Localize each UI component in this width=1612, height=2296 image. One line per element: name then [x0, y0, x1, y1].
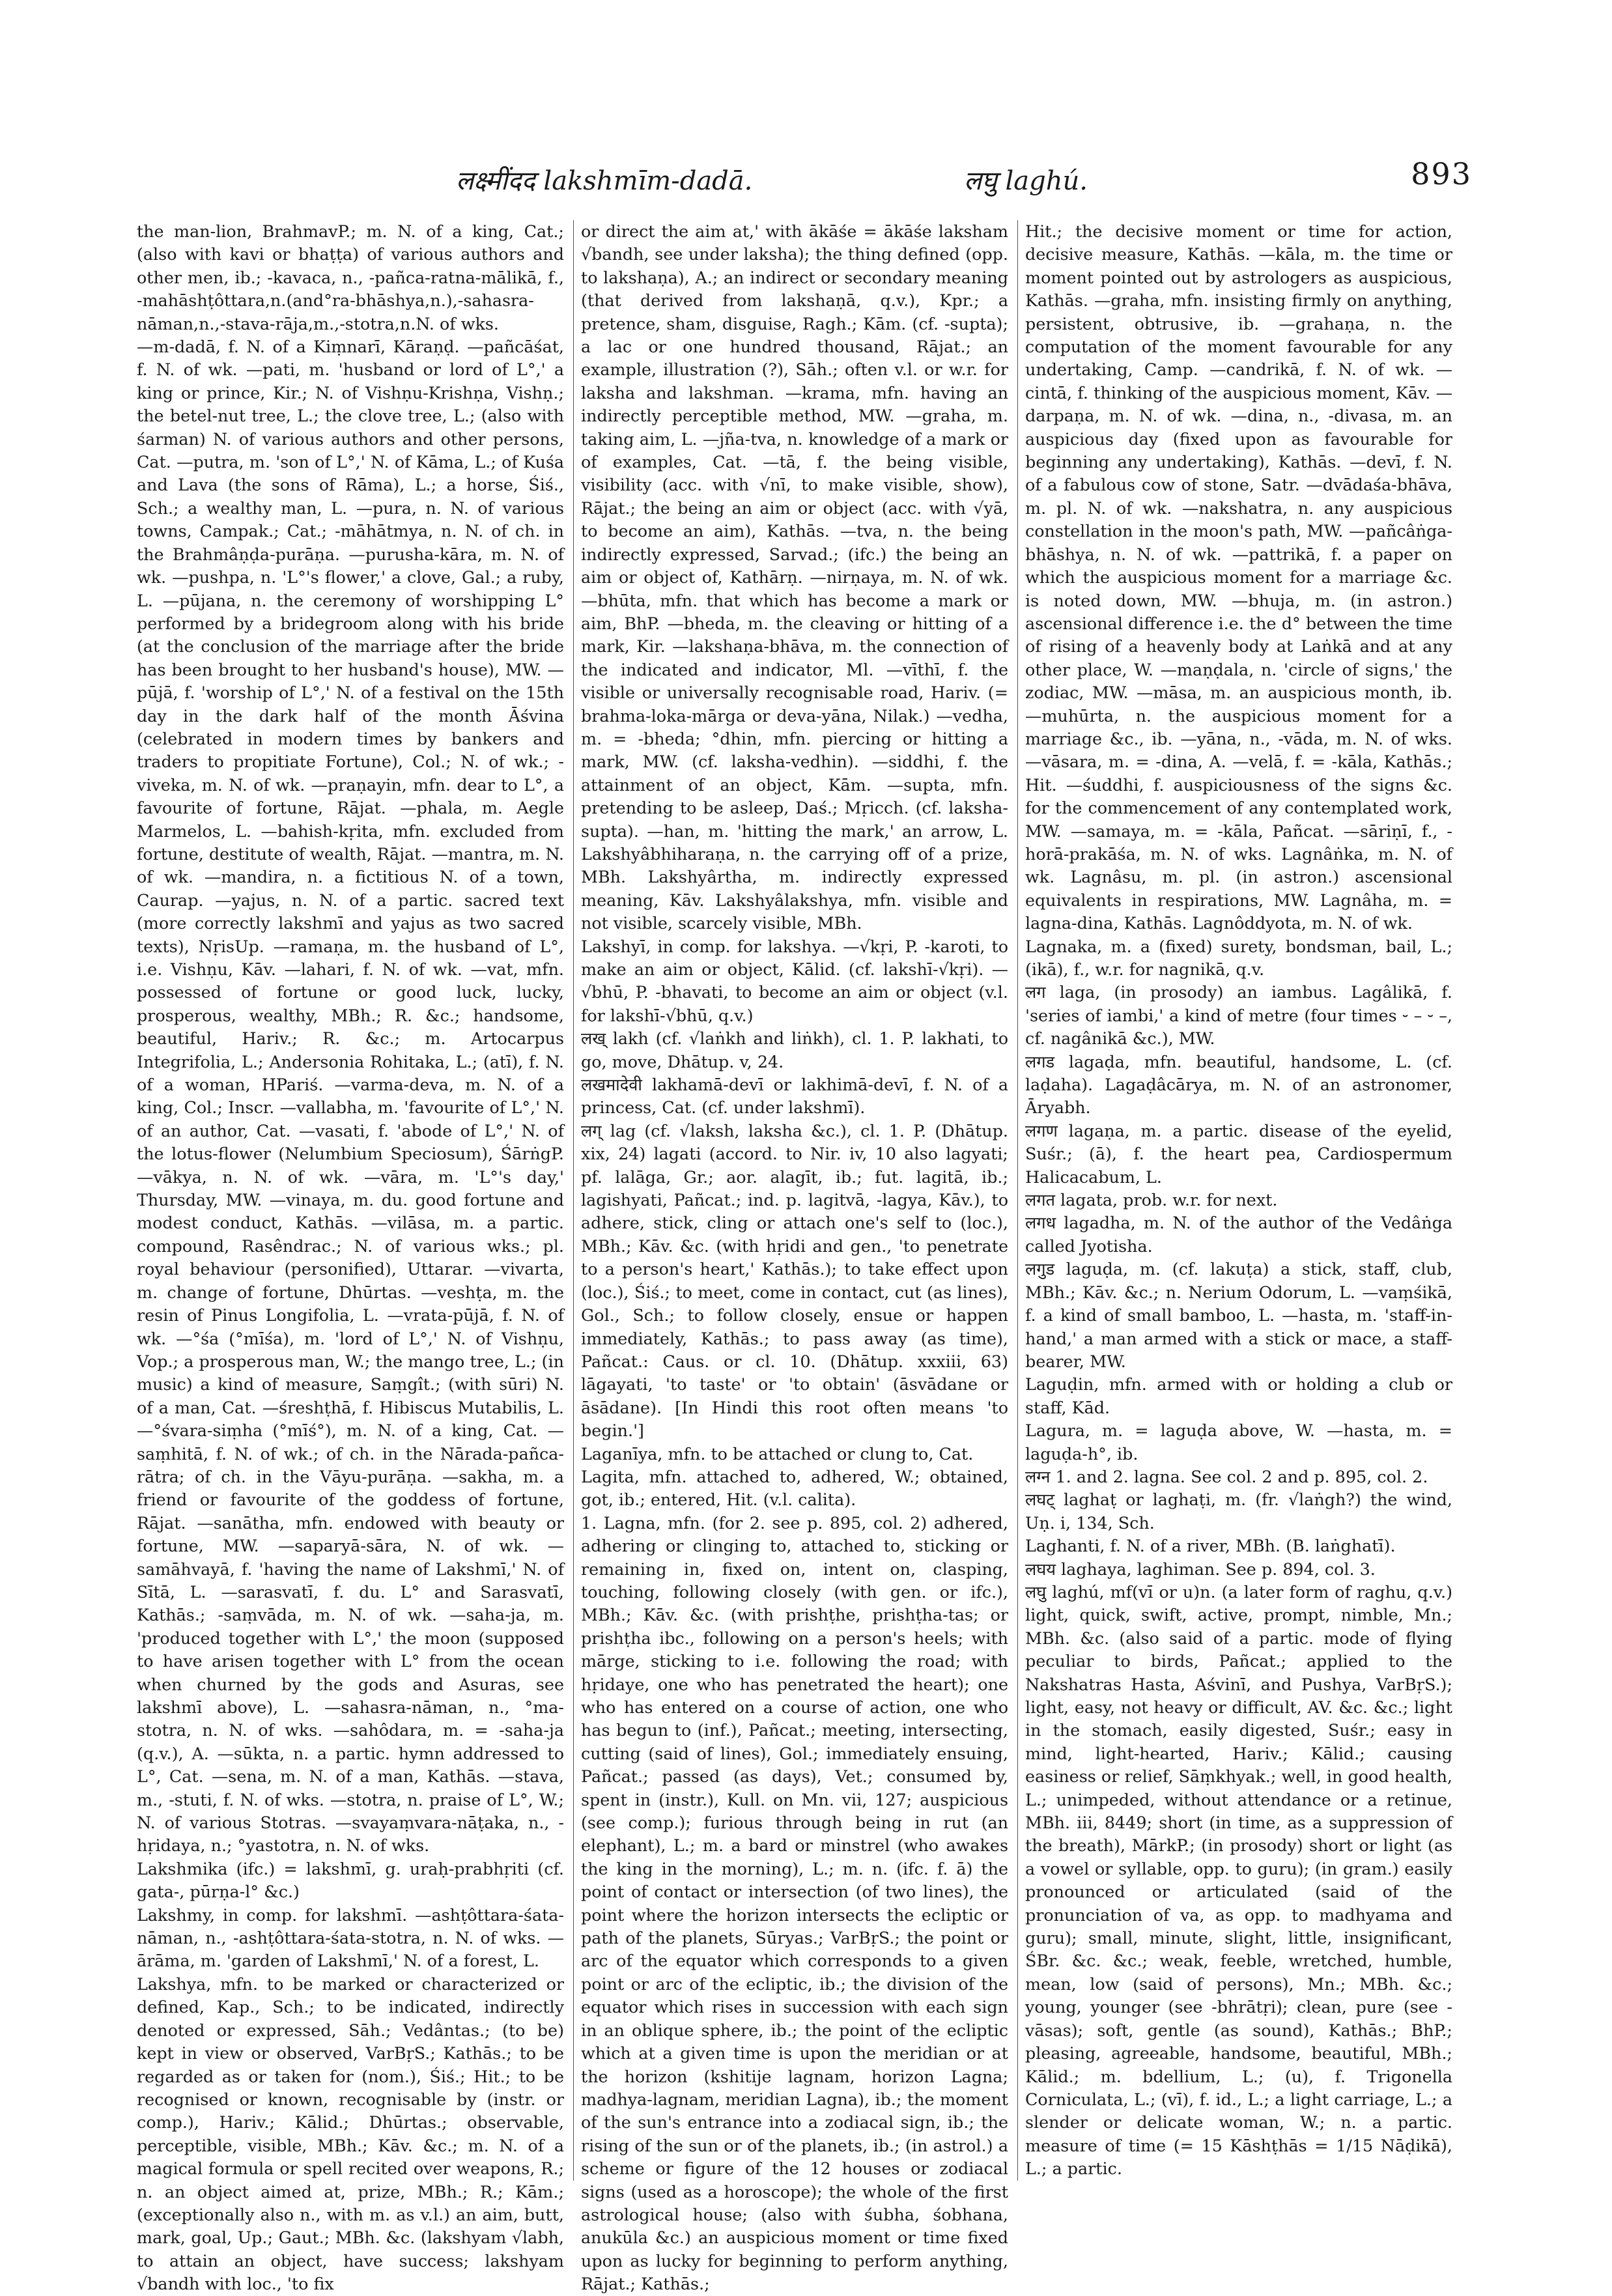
column-rule: [1017, 220, 1018, 2181]
dictionary-entry: लगत lagata, prob. w.r. for next.: [1025, 1190, 1278, 1210]
dictionary-entry: Lakshya, mfn. to be marked or characterized or defined, Kap., Sch.; to be indicated, indirectly denoted or expressed, Sāh.; Vedântas.; (to be) kept in view or observed, VarBṛS.; Kathās.; to be regarded as or taken for (nom.), Śiś.; Hit.; to be recognised or known, recognisable by (instr. or comp.), Hariv.; Kālid.; Dhūrtas.; observable, perceptible, visible, MBh.; Kāv. &c.; m. N. of a magical formula or spell recited over weapons, R.; n. an object aimed at, prize, MBh.; R.; Kām.; (exceptionally also n., with m. as v.l.) an aim, butt, mark, goal, Up.; Gaut.; MBh. &c. (lakshyam √labh, to attain an object, have success; lakshyam √bandh with loc., 'to fix: [137, 1974, 564, 2294]
dictionary-entry: लख् lakh (cf. √laṅkh and liṅkh), cl. 1. P. lakhati, to go, move, Dhātup. v, 24.: [581, 1028, 1008, 1071]
dictionary-entry: लगड lagaḍa, mfn. beautiful, handsome, L. (cf. laḍaha). Lagaḍâcārya, m. N. of an astronomer, Āryabh.: [1025, 1051, 1452, 1118]
dictionary-entry: Lagnaka, m. a (fixed) surety, bondsman, bail, L.; (ikā), f., w.r. for nagnikā, q.v.: [1025, 936, 1452, 979]
dictionary-entry: Hit.; the decisive moment or time for action, decisive measure, Kathās. —kāla, m. the time or moment pointed out by astrologers as auspicious, Kathās. —graha, mfn. insisting firmly on anything, persistent, obtrusive, ib. —grahaṇa, n. the computation of the moment favourable for any undertaking, Camp. —candrikā, f. N. of wk. —cintā, f. thinking of the auspicious moment, Kāv. —darpaṇa, m. N. of wk. —dina, n., -divasa, m. an auspicious day (fixed upon as favourable for beginning any undertaking), Kathās. —devī, f. N. of a fabulous cow of stone, Satr. —dvādaśa-bhāva, m. pl. N. of wk. —nakshatra, n. any auspicious constellation in the moon's path, MW. —pañcâṅga-bhāshya, n. N. of wk. —pattrikā, f. a paper on which the auspicious moment for a marriage &c. is noted down, MW. —bhuja, m. (in astron.) ascensional difference i.e. the d° between the time of rising of a heavenly body at Laṅkā and at any other place, W. —maṇḍala, n. 'circle of signs,' the zodiac, MW. —māsa, m. an auspicious month, ib. —muhūrta, n. the auspicious moment for a marriage &c., ib. —yāna, n., -vāda, m. N. of wks. —vāsara, m. = -dina, A. —velā, f. = -kāla, Kathās.; Hit. —śuddhi, f. auspiciousness of the signs &c. for the commencement of any contemplated work, MW. —samaya, m. = -kāla, Pañcat. —sāriṇī, f., -horā-prakāśa, m. N. of wks. Lagnâṅka, m. N. of wk. Lagnâsu, m. pl. (in astron.) ascensional equivalents in respirations, MW. Lagnâha, m. = lagna-dina, Kathās. Lagnôddyota, m. N. of wk.: [1025, 221, 1452, 933]
dictionary-entry: Lakshyī, in comp. for lakshya. —√kṛi, P. -karoti, to make an aim or object, Kālid. (cf. lakshī-√kṛi). —√bhū, P. -bhavati, to become an aim or object (v.l. for lakshī-√bhū, q.v.): [581, 936, 1008, 1025]
dictionary-entry: 1. Lagna, mfn. (for 2. see p. 895, col. 2) adhered, adhering or clinging to, attached to, sticking or remaining in, fixed on, intent on, clasping, touching, following closely (with gen. or ifc.), MBh.; Kāv. &c. (with prishṭhe, prishṭha-tas; or prishṭha ibc., following on a person's heels; with mārge, sticking to i.e. following the road; with hṛidaye, one who has penetrated the heart); one who has entered on a course of action, one who has begun to (inf.), Pañcat.; meeting, intersecting, cutting (said of lines), Gol.; immediately ensuing, Pañcat.; passed (as days), Vet.; consumed by, spent in (instr.), Kull. on Mn. vii, 127; auspicious (see comp.); furious through being in rut (an elephant), L.; m. a bard or minstrel (who awakes the king in the morning), L.; m. n. (ifc. f. ā) the point of contact or intersection (of two lines), the point where the horizon intersects the ecliptic or path of the planets, Sūryas.; VarBṛS.; the point or arc of the equator which corresponds to a given point or arc of the ecliptic, ib.; the division of the equator which rises in succession with each sign in an oblique sphere, ib.; the point of the ecliptic which at a given time is upon the meridian or at the horizon (kshitije lagnam, horizon Lagna; madhya-lagnam, meridian Lagna), ib.; the moment of the sun's entrance into a zodiacal sign, ib.; the rising of the sun or of the planets, ib.; (in astrol.) a scheme or figure of the 12 houses or zodiacal signs (used as a horoscope); the whole of the first astrological house; (also with śubha, śobhana, anukūla &c.) an auspicious moment or time fixed upon as lucky for beginning to perform anything, Rājat.; Kathās.;: [581, 1512, 1008, 2294]
dictionary-entry: लघु laghú, mf(vī or u)n. (a later form of raghu, q.v.) light, quick, swift, active, prompt, nimble, Mn.; MBh. &c. (also said of a partic. mode of flying peculiar to birds, Pañcat.; applied to the Nakshatras Hasta, Aśvinī, and Pushya, VarBṛS.); light, easy, not heavy or difficult, AV. &c. &c.; light in the stomach, easily digested, Suśr.; easy in mind, light-hearted, Hariv.; Kālid.; causing easiness or relief, Sāṃkhyak.; well, in good health, L.; unimpeded, without attendance or a retinue, MBh. iii, 8449; short (in time, as a suppression of the breath), MārkP.; (in prosody) short or light (as a vowel or syllable, opp. to guru); (in gram.) easily pronounced or articulated (said of the pronunciation of va, as opp. to madhyama and guru); small, minute, slight, little, insignificant, ŚBr. &c. &c.; weak, feeble, wretched, humble, mean, low (said of persons), Mn.; MBh. &c.; young, younger (see -bhrātṛi); clean, pure (see -vāsas); soft, gentle (as sound), Kathās.; BhP.; pleasing, agreeable, handsome, beautiful, MBh.; Kālid.; m. bdellium, L.; (u), f. Trigonella Corniculata, L.; (vī), f. id., L.; a light carriage, L.; a slender or delicate woman, W.; n. a partic. measure of time (= 15 Kāshṭhās = 1/15 Nāḍikā), L.; a partic.: [1025, 1581, 1452, 2179]
dictionary-entry: or direct the aim at,' with ākāśe = ākāśe laksham √bandh, see under laksha); the thing defined (opp. to lakshaṇa), A.; an indirect or secondary meaning (that derived from lakshaṇā, q.v.), Kpr.; a pretence, sham, disguise, Ragh.; Kām. (cf. -supta); a lac or one hundred thousand, Rājat.; an example, illustration (?), Sāh.; often v.l. or w.r. for laksha and lakshman. —krama, mfn. having an indirectly perceptible method, MW. —graha, m. taking aim, L. —jña-tva, n. knowledge of a mark or of examples, Cat. —tā, f. the being visible, visibility (acc. with √nī, to make visible, show), Rājat.; the being an aim or object (acc. with √yā, to become an aim), Kathās. —tva, n. the being indirectly expressed, Sarvad.; (ifc.) the being an aim or object of, Kathārṇ. —nirṇaya, m. N. of wk. —bhūta, mfn. that which has become a mark or aim, BhP. —bheda, m. the cleaving or hitting of a mark, Kir. —lakshaṇa-bhāva, m. the connection of the indicated and indicator, Ml. —vīthī, f. the visible or universally recognisable road, Hariv. (= brahma-loka-mārga or deva-yāna, Nilak.) —vedha, m. = -bheda; °dhin, mfn. piercing or hitting a mark, MW. (cf. laksha-vedhin). —siddhi, f. the attainment of an object, Kām. —supta, mfn. pretending to be asleep, Daś.; Mṛicch. (cf. laksha-supta). —han, m. 'hitting the mark,' an arrow, L. Lakshyâbhiharaṇa, n. the carrying off of a prize, MBh. Lakshyârtha, m. indirectly expressed meaning, Kāv. Lakshyâlakshya, mfn. visible and not visible, scarcely visible, MBh.: [581, 221, 1008, 933]
dictionary-column-2: [581, 220, 1008, 2294]
dictionary-entry: Laganīya, mfn. to be attached or clung to, Cat.: [581, 1443, 974, 1464]
dictionary-entry: —m-dadā, f. N. of a Kiṃnarī, Kāraṇḍ. —pañcāśat, f. N. of wk. —pati, m. 'husband or lord of L°,' a king or prince, Kir.; N. of Vishṇu-Krishṇa, Vishṇ.; the betel-nut tree, L.; the clove tree, L.; (also with śarman) N. of various authors and other persons, Cat. —putra, m. 'son of L°,' N. of Kāma, L.; of Kuśa and Lava (the sons of Rāma), L.; a horse, Śiś., Sch.; a wealthy man, L. —pura, n. N. of various towns, Campak.; Cat.; -māhātmya, n. N. of ch. in the Brahmâṇḍa-purāṇa. —purusha-kāra, m. N. of wk. —pushpa, n. 'L°'s flower,' a clove, Gal.; a ruby, L. —pūjana, n. the ceremony of worshipping L° performed by a bridegroom along with his bride (at the conclusion of the marriage after the bride has been brought to her husband's house), MW. —pūjā, f. 'worship of L°,' N. of a festival on the 15th day in the dark half of the month Āśvina (celebrated in modern times by bankers and traders to propitiate Fortune), Col.; N. of wk.; -viveka, m. N. of wk. —praṇayin, mfn. dear to L°, a favourite of fortune, Rājat. —phala, m. Aegle Marmelos, L. —bahish-kṛita, mfn. excluded from fortune, destitute of wealth, Rājat. —mantra, m. N. of wk. —mandira, n. a fictitious N. of a town, Caurap. —yajus, n. N. of a partic. sacred text (more correctly lakshmī and yajus as two sacred texts), NṛisUp. —ramaṇa, m. the husband of L°, i.e. Vishṇu, Kāv. —lahari, f. N. of wk. —vat, mfn. possessed of fortune or good luck, lucky, prosperous, wealthy, MBh.; R. &c.; handsome, beautiful, Hariv.; R. &c.; m. Artocarpus Integrifolia, L.; Andersonia Rohitaka, L.; (atī), f. N. of a woman, HPariś. —varma-deva, m. N. of a king, Col.; Inscr. —vallabha, m. 'favourite of L°,' N. of an author, Cat. —vasati, f. 'abode of L°,' N. of the lotus-flower (Nelumbium Speciosum), ŚārṅgP. —vākya, n. N. of wk. —vāra, m. 'L°'s day,' Thursday, MW. —vinaya, m. du. good fortune and modest conduct, Kathās. —vilāsa, m. a partic. compound, Rasêndrac.; N. of various wks.; pl. royal behaviour (personified), Uttarar. —vivarta, m. change of fortune, Dhūrtas. —veshṭa, m. the resin of Pinus Longifolia, L. —vrata-pūjā, f. N. of wk. —°śa (°mīśa), m. 'lord of L°,' N. of Vishṇu, Vop.; a prosperous man, W.; the mango tree, L.; (in music) a kind of measure, Saṃgît.; (with sūri) N. of a man, Cat. —śreshṭhā, f. Hibiscus Mutabilis, L. —°śvara-siṃha (°mīś°), m. N. of a king, Cat. —saṃhitā, f. N. of wk.; of ch. in the Nārada-pañca-rātra; of ch. in the Vāyu-purāṇa. —sakha, m. a friend or favourite of the goddess of fortune, Rājat. —sanātha, mfn. endowed with beauty or fortune, MW. —saparyā-sāra, N. of wk. —samāhvayā, f. 'having the name of Lakshmī,' N. of Sītā, L. —sarasvatī, f. du. L° and Sarasvatī, Kathās.; -saṃvāda, m. N. of wk. —saha-ja, m. 'produced together with L°,' the moon (supposed to have arisen together with L° from the ocean when churned by the gods and Asuras, see lakshmī above), L. —sahasra-nāman, n., °ma-stotra, n. N. of wks. —sahôdara, m. = -saha-ja (q.v.), A. —sūkta, n. a partic. hymn addressed to L°, Cat. —sena, m. N. of a man, Kathās. —stava, m., -stuti, f. N. of wks. —stotra, n. praise of L°, W.; N. of various Stotras. —svayaṃvara-nāṭaka, n., -hṛidaya, n.; °yastotra, n. N. of wks.: [137, 337, 564, 1856]
dictionary-entry: Laghanti, f. N. of a river, MBh. (B. laṅghatī).: [1025, 1536, 1396, 1556]
dictionary-entry: लगुड laguḍa, m. (cf. lakuṭa) a stick, staff, club, MBh.; Kāv. &c.; n. Nerium Odorum, L. —vaṃśikā, f. a kind of small bamboo, L. —hasta, m. 'staff-in-hand,' a man armed with a stick or mace, a staff-bearer, MW.: [1025, 1259, 1452, 1371]
dictionary-entry: लग्न 1. and 2. lagna. See col. 2 and p. 895, col. 2.: [1025, 1466, 1428, 1486]
dictionary-entry: लग् lag (cf. √laksh, laksha &c.), cl. 1. P. (Dhātup. xix, 24) lagati (accord. to Nir. iv, 10 also lagyati; pf. lalāga, Gr.; aor. alagīt, ib.; fut. lagitā, ib.; lagishyati, Pañcat.; ind. p. lagitvā, -lagya, Kāv.), to adhere, stick, cling or attach one's self to (loc.), MBh.; Kāv. &c. (with hṛidi and gen., 'to penetrate to a person's heart,' Kathās.); to take effect upon (loc.), Śiś.; to meet, come in contact, cut (as lines), Gol., Sch.; to follow closely, ensue or happen immediately, Kathās.; to pass away (as time), Pañcat.: Caus. or cl. 10. (Dhātup. xxxiii, 63) lāgayati, 'to taste' or 'to obtain' (āsvādane or āsādane). [In Hindi this root often means 'to begin.']: [581, 1120, 1008, 1441]
dictionary-entry: लखमादेवी lakhamā-devī or lakhimā-devī, f. N. of a princess, Cat. (cf. under lakshmī).: [581, 1075, 1008, 1118]
dictionary-entry: Lagita, mfn. attached to, adhered, W.; obtained, got, ib.; entered, Hit. (v.l. calita).: [581, 1466, 1008, 1510]
dictionary-column-3: [1025, 220, 1452, 2200]
column-rule: [573, 220, 574, 2181]
dictionary-entry: Lakshmy, in comp. for lakshmī. —ashṭôttara-śata-nāman, n., -ashṭôttara-śata-stotra, n. N. of wks. —ārāma, m. 'garden of Lakshmī,' N. of a forest, L.: [137, 1905, 564, 1971]
dictionary-entry: लगण lagaṇa, m. a partic. disease of the eyelid, Suśr.; (ā), f. the heart pea, Cardiospermum Halicacabum, L.: [1025, 1120, 1452, 1187]
dictionary-entry: लगध lagadha, m. N. of the author of the Vedâṅga called Jyotisha.: [1025, 1213, 1452, 1256]
dictionary-entry: Lakshmika (ifc.) = lakshmī, g. uraḥ-prabhṛiti (cf. gata-, pūrṇa-l° &c.): [137, 1858, 564, 1902]
page-header: [137, 156, 1472, 202]
dictionary-entry: लघय laghaya, laghiman. See p. 894, col. 3.: [1025, 1559, 1376, 1579]
running-head-left: लक्ष्मींदद lakshmīm-dadā.: [456, 166, 753, 196]
dictionary-entry: Lagura, m. = laguḍa above, W. —hasta, m. = laguḍa-h°, ib.: [1025, 1421, 1452, 1464]
page-number: 893: [1411, 156, 1472, 191]
dictionary-entry: लघट् laghaṭ or laghaṭi, m. (fr. √laṅgh?) the wind, Uṇ. i, 134, Sch.: [1025, 1490, 1452, 1533]
dictionary-entry: लग laga, (in prosody) an iambus. Lagâlikā, f. 'series of iambi,' a kind of metre (four times ⏑ – ⏑ –, cf. nagânikā &c.), MW.: [1025, 982, 1452, 1049]
dictionary-column-1: [137, 220, 564, 2294]
dictionary-entry: the man-lion, BrahmavP.; m. N. of a king, Cat.; (also with kavi or bhaṭṭa) of various authors and other men, ib.; -kavaca, n., -pañca-ratna-mālikā, f., -mahāshṭôttara,n.(and°ra-bhāshya,n.),-sahasra-nāman,n.,-stava-rāja,m.,-stotra,n.N. of wks.: [137, 221, 564, 333]
running-head-middle: लघु laghú.: [964, 166, 1088, 196]
dictionary-entry: Laguḍin, mfn. armed with or holding a club or staff, Kād.: [1025, 1374, 1452, 1417]
